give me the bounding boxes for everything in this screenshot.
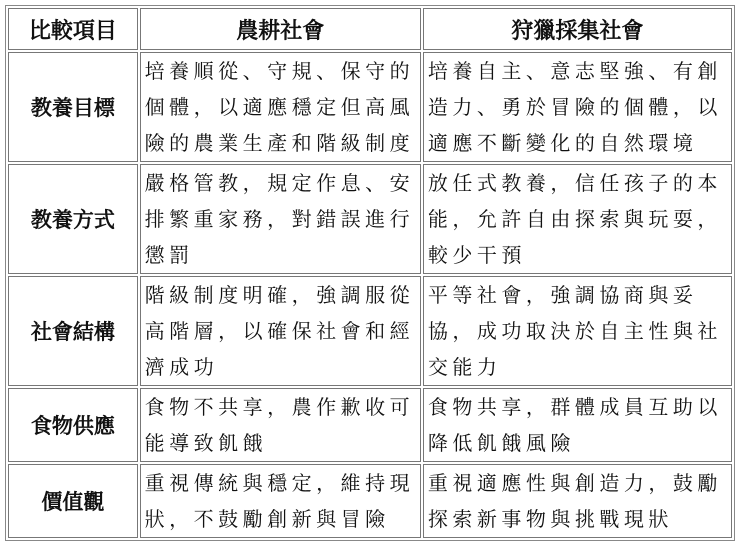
table-row — [8, 164, 732, 274]
hunter-gatherer-cell: 重視適應性與創造力，鼓勵探索新事物與挑戰現狀 — [423, 464, 732, 538]
hunter-gatherer-cell: 食物共享，群體成員互助以降低飢餓風險 — [423, 388, 732, 462]
row-label: 教養目標 — [8, 52, 138, 162]
table-row — [8, 388, 732, 462]
agricultural-cell: 嚴格管教，規定作息、安排繁重家務，對錯誤進行懲罰 — [140, 164, 421, 274]
row-label: 社會結構 — [8, 276, 138, 386]
comparison-table — [5, 5, 735, 541]
table-row — [8, 276, 732, 386]
hunter-gatherer-cell: 平等社會，強調協商與妥協，成功取決於自主性與社交能力 — [423, 276, 732, 386]
agricultural-cell: 階級制度明確，強調服從高階層，以確保社會和經濟成功 — [140, 276, 421, 386]
row-label: 食物供應 — [8, 388, 138, 462]
table-row — [8, 464, 732, 538]
agricultural-cell: 食物不共享，農作歉收可能導致飢餓 — [140, 388, 421, 462]
hunter-gatherer-cell: 放任式教養，信任孩子的本能，允許自由探索與玩耍，較少干預 — [423, 164, 732, 274]
header-item: 比較項目 — [8, 8, 138, 50]
header-agricultural: 農耕社會 — [140, 8, 421, 50]
agricultural-cell: 培養順從、守規、保守的個體，以適應穩定但高風險的農業生產和階級制度 — [140, 52, 421, 162]
header-hunter-gatherer: 狩獵採集社會 — [423, 8, 732, 50]
row-label: 教養方式 — [8, 164, 138, 274]
agricultural-cell: 重視傳統與穩定，維持現狀，不鼓勵創新與冒險 — [140, 464, 421, 538]
header-row — [8, 8, 732, 50]
hunter-gatherer-cell: 培養自主、意志堅強、有創造力、勇於冒險的個體，以適應不斷變化的自然環境 — [423, 52, 732, 162]
row-label: 價值觀 — [8, 464, 138, 538]
table-row — [8, 52, 732, 162]
